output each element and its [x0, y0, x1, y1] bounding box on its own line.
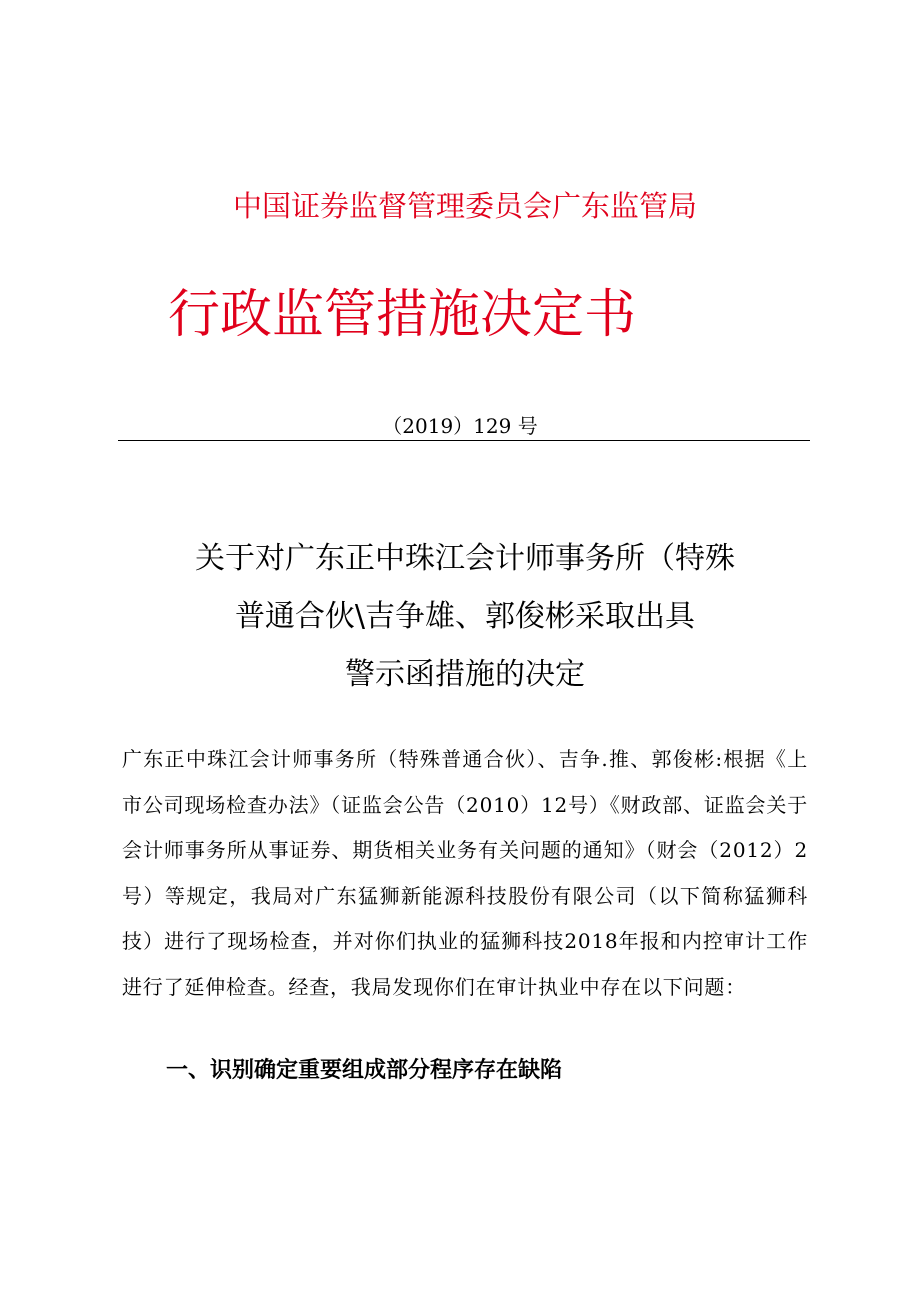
- decision-subject: [0, 530, 920, 704]
- section-heading: 一、识别确定重要组成部分程序存在缺陷: [166, 1058, 563, 1083]
- document-type-title: 行政监管措施决定书: [168, 285, 637, 345]
- body-paragraph: 广东正中珠江会计师事务所（特殊普通合伙）、吉争.推、郭俊彬:根据《上市公司现场检查办法》（证监会公告（2010）12号）《财政部、证监会关于会计师事务所从事证券、期货相关业务有关问题的通知》（财会（2012）2号）等规定，我局对广东猛狮新能源科技股份有限公司（以下简称猛狮科技）进行了现场检查，并对你们执业的猛狮科技2018年报和内控审计工作进行了延伸检查。经查，我局发现你们在审计执业中存在以下问题：: [122, 747, 808, 999]
- subject-line: 普通合伙\吉争雄、郭俊彬采取出具: [234, 599, 696, 634]
- issuing-authority: 中国证券监督管理委员会广东监管局: [232, 189, 697, 223]
- document-number: （2019）129 号: [382, 414, 538, 438]
- subject-line: 警示函措施的决定: [345, 657, 585, 692]
- subject-line: 关于对广东正中珠江会计师事务所（特殊: [195, 541, 735, 576]
- header-divider: [118, 440, 810, 441]
